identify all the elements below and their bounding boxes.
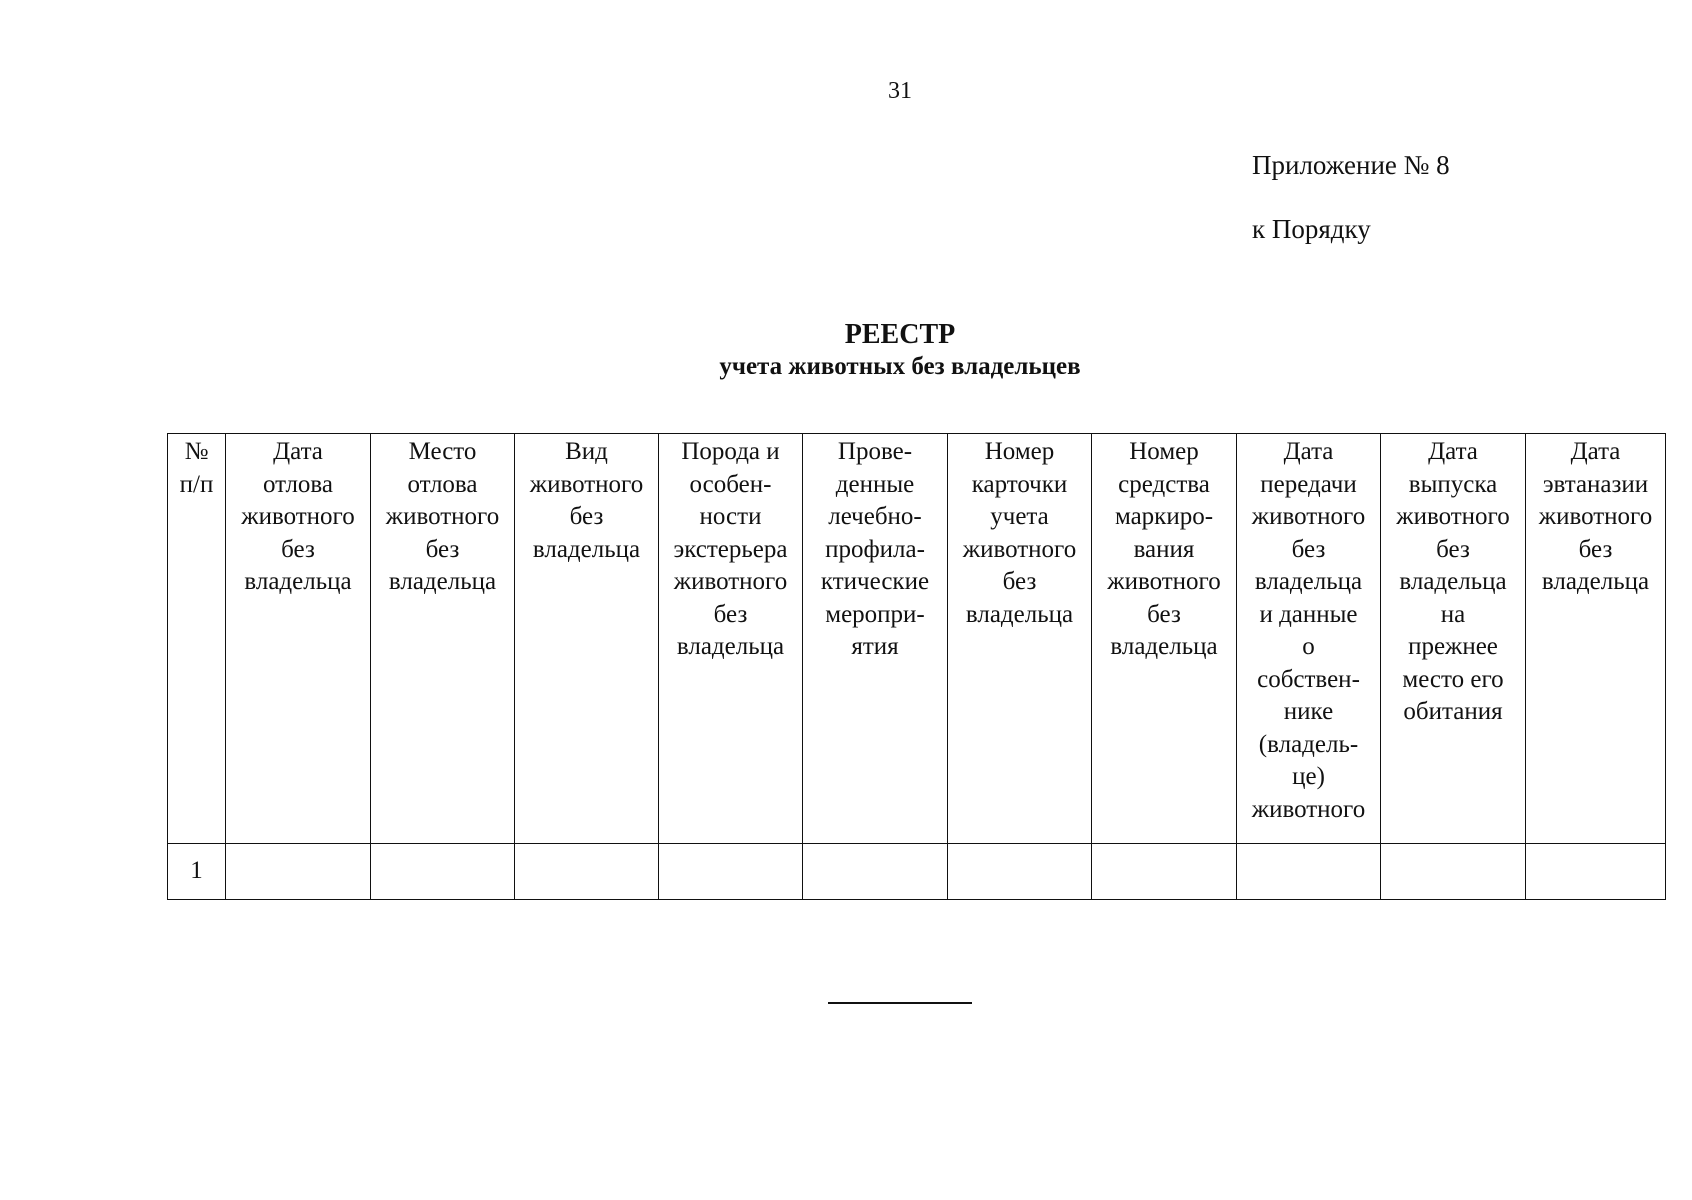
- table-cell: [1237, 844, 1381, 900]
- table-cell: [371, 844, 515, 900]
- table-cell: [659, 844, 803, 900]
- header-cell-capture-place: Место отлова животного без владельца: [371, 434, 515, 844]
- table-cell: [515, 844, 659, 900]
- table-cell: [1526, 844, 1666, 900]
- document-title-block: [0, 318, 1692, 382]
- header-cell-number: № п/п: [168, 434, 226, 844]
- header-cell-euthanasia-date: Дата эвтаназии животного без владельца: [1526, 434, 1666, 844]
- page-number: 31: [888, 78, 912, 104]
- table-cell: 1: [168, 844, 226, 900]
- appendix-reference: к Порядку: [1252, 214, 1371, 244]
- table-row: [168, 844, 1666, 900]
- table-header-row: [168, 434, 1666, 844]
- header-cell-marking-number: Номер средства маркиро- вания животного без владельца: [1092, 434, 1237, 844]
- header-cell-registration-card-number: Номер карточки учета животного без владельца: [948, 434, 1092, 844]
- header-cell-animal-species: Вид животного без владельца: [515, 434, 659, 844]
- table-cell: [226, 844, 371, 900]
- document-title: РЕЕСТР: [844, 319, 956, 350]
- registry-table: [167, 433, 1666, 900]
- header-cell-capture-date: Дата отлова животного без владельца: [226, 434, 371, 844]
- header-cell-preventive-measures: Прове- денные лечебно- профила- ктические меропри- ятия: [803, 434, 948, 844]
- appendix-number: Приложение № 8: [1252, 150, 1450, 180]
- footer-divider: [828, 1002, 972, 1004]
- table-cell: [803, 844, 948, 900]
- table-cell: [948, 844, 1092, 900]
- header-cell-release-date: Дата выпуска животного без владельца на прежнее место его обитания: [1381, 434, 1526, 844]
- header-cell-breed-exterior: Порода и особен- ности экстерьера животного без владельца: [659, 434, 803, 844]
- header-cell-transfer-date-owner-data: Дата передачи животного без владельца и данные о собствен- нике (владель- це) животного: [1237, 434, 1381, 844]
- table-cell: [1381, 844, 1526, 900]
- table-cell: [1092, 844, 1237, 900]
- document-subtitle: учета животных без владельцев: [719, 353, 1081, 380]
